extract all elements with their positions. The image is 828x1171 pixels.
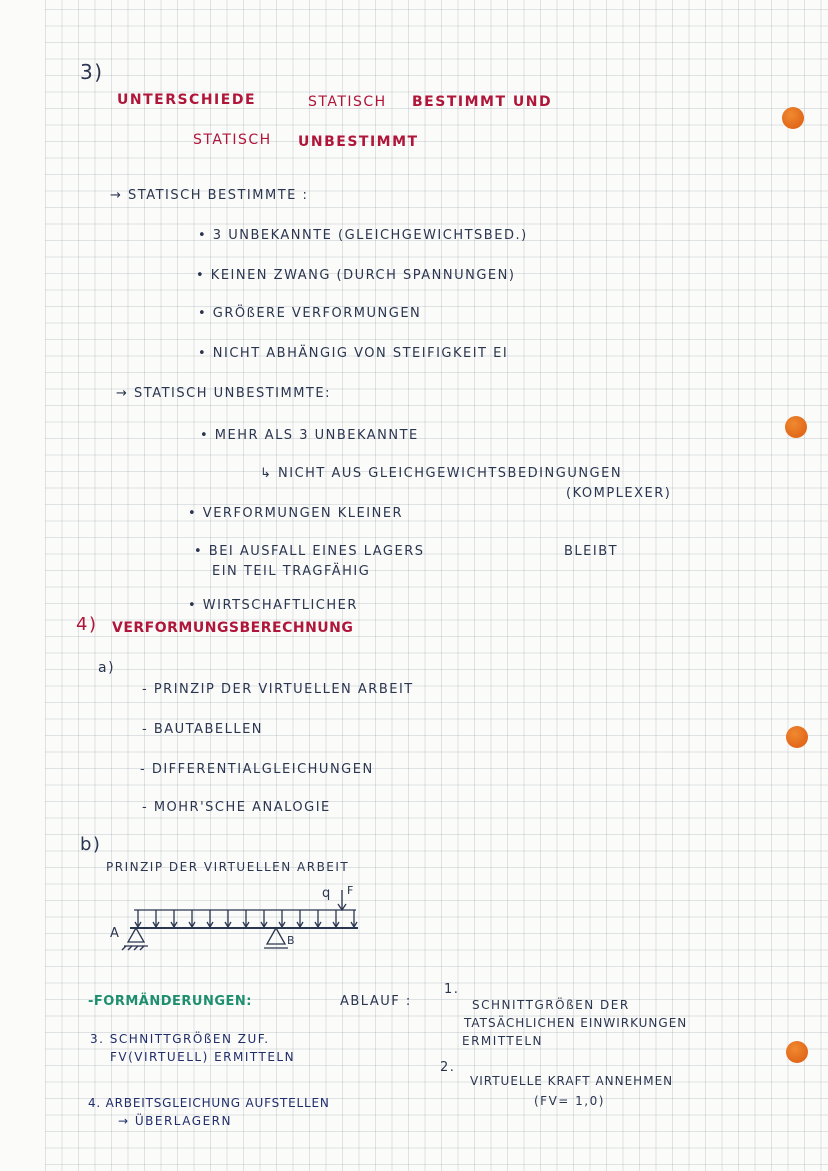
indeterminate-heading: → STATISCH UNBESTIMMTE: (116, 386, 331, 401)
part-a-item-1: - PRINZIP DER VIRTUELLEN ARBEIT (142, 682, 414, 697)
support-b (267, 928, 285, 944)
punch-hole-4 (786, 1041, 808, 1063)
indeterminate-sub-1: ↳ NICHT AUS GLEICHGEWICHTSBEDINGUNGEN (260, 466, 623, 481)
punch-hole-1 (782, 107, 804, 129)
section-3-title-e: UNBESTIMMT (298, 134, 419, 150)
indeterminate-item-1: • MEHR ALS 3 UNBEKANNTE (200, 428, 419, 443)
determinate-heading: → STATISCH BESTIMMTE : (110, 188, 309, 203)
load-q-label: q (322, 886, 332, 901)
determinate-item-1: • 3 UNBEKANNTE (GLEICHGEWICHTSBED.) (198, 228, 528, 243)
indeterminate-item-3c: EIN TEIL TRAGFÄHIG (212, 564, 371, 579)
step-2-line-2: (FV= 1,0) (534, 1094, 605, 1108)
section-4-number: 4) (76, 614, 98, 635)
beam-diagram (106, 880, 376, 970)
support-a-label: A (110, 926, 121, 941)
determinate-item-2: • KEINEN ZWANG (DURCH SPANNUNGEN) (196, 268, 516, 283)
indeterminate-item-3a: • BEI AUSFALL EINES LAGERS (194, 544, 425, 559)
form-changes-label: -FORMÄNDERUNGEN: (88, 994, 252, 1009)
load-f-label: F (347, 884, 355, 897)
section-3-title-d: STATISCH (193, 132, 272, 148)
indeterminate-item-3b: BLEIBT (564, 544, 619, 559)
section-3-title-a: UNTERSCHIEDE (117, 92, 257, 108)
punch-hole-3 (786, 726, 808, 748)
distributed-load-arrows (135, 910, 357, 927)
part-a-item-4: - MOHR'SCHE ANALOGIE (142, 800, 331, 815)
part-a-item-3: - DIFFERENTIALGLEICHUNGEN (140, 762, 374, 777)
part-b-label: b) (80, 834, 102, 855)
section-3-title-b: STATISCH (308, 94, 387, 110)
step-1-number: 1. (444, 982, 460, 997)
paper-margin (0, 0, 45, 1171)
determinate-item-3: • GRÖßERE VERFORMUNGEN (198, 306, 422, 321)
support-b-label: B (287, 934, 297, 947)
step-4-line-1: 4. ARBEITSGLEICHUNG AUFSTELLEN (88, 1096, 330, 1110)
section-3-title-c: BESTIMMT UND (412, 94, 553, 110)
step-3-line-1: 3. SCHNITTGRÖßEN ZUF. (90, 1032, 270, 1046)
procedure-label: ABLAUF : (340, 994, 412, 1009)
part-b-heading: PRINZIP DER VIRTUELLEN ARBEIT (106, 860, 350, 874)
step-4-line-2: → ÜBERLAGERN (118, 1114, 232, 1128)
support-a (128, 928, 144, 942)
step-2-line-1: VIRTUELLE KRAFT ANNEHMEN (470, 1074, 674, 1088)
indeterminate-item-2: • VERFORMUNGEN KLEINER (188, 506, 404, 521)
determinate-item-4: • NICHT ABHÄNGIG VON STEIFIGKEIT EI (198, 346, 509, 361)
step-3-line-2: FV(VIRTUELL) ERMITTELN (110, 1050, 296, 1064)
indeterminate-item-4: • WIRTSCHAFTLICHER (188, 598, 358, 613)
section-4-title: VERFORMUNGSBERECHNUNG (112, 620, 354, 636)
section-3-number: 3) (80, 60, 104, 84)
step-1-line-2: TATSÄCHLICHEN EINWIRKUNGEN (464, 1016, 688, 1030)
part-a-label: a) (98, 660, 116, 676)
step-1-line-3: ERMITTELN (462, 1034, 544, 1048)
step-2-number: 2. (440, 1060, 456, 1075)
step-1-line-1: SCHNITTGRÖßEN DER (472, 998, 630, 1012)
punch-hole-2 (785, 416, 807, 438)
part-a-item-2: - BAUTABELLEN (142, 722, 264, 737)
indeterminate-sub-2: (KOMPLEXER) (566, 486, 672, 501)
